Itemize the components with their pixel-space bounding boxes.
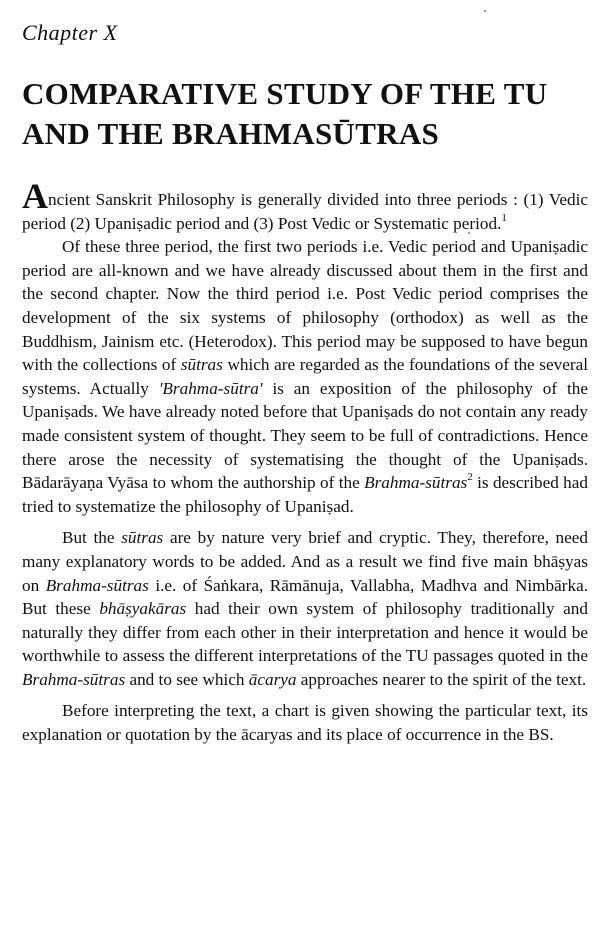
chapter-title-line1: COMPARATIVE STUDY OF THE TU	[22, 76, 548, 111]
italic-term: Brahma-sūtras	[364, 473, 468, 493]
paragraph-periods	[22, 235, 588, 518]
italic-term: Brahma-sūtras	[45, 575, 149, 595]
body-text	[22, 176, 589, 747]
italic-term: bhāṣyakāras	[99, 599, 187, 619]
paragraph-chart-intro: Before interpreting the text, a chart is given showing the particular text, its explanation or quotation by the ācaryas and its place of occurrence in the BS.	[22, 701, 588, 745]
text-run: is described had tried to systematize the philosophy of Upaniṣad.	[22, 473, 589, 516]
paragraph-sutras	[22, 526, 588, 691]
text-run: But the	[62, 528, 122, 548]
italic-term: sūtras	[180, 355, 223, 375]
text-run: is an exposition of the philosophy of the Upaniṣads. We have already noted before that Upaniṣads do not contain any ready made consistent system of thought. They seem to be full of contradictions. Hence there arose the necessity of systematising the thought of the Upaniṣads. Bādarāyaṇa Vyāsa to whom the authorship of the	[22, 378, 588, 493]
text-run: and to see which	[125, 669, 249, 689]
text-run: which are regarded as the foundations of the several systems. Actually	[22, 355, 588, 398]
text-run: Of these three period, the first two periods i.e. Vedic period and Upaniṣadic period are all-known and we have already discussed about them in the first and the second chapter. Now the third period i.e. Post Vedic period comprises the development of the six systems of philosophy (orthodox) as well as the Buddhism, Jainism etc. (Heterodox). This period may be supposed to have begun with the collections of	[22, 237, 588, 375]
italic-term: ācarya	[248, 669, 297, 689]
chapter-title-line2: AND THE BRAHMASŪTRAS	[22, 116, 440, 151]
scan-speck	[484, 10, 486, 12]
footnote-ref-1: 1	[501, 211, 507, 224]
paragraph-intro	[22, 176, 588, 235]
text-run: are by nature very brief and cryptic. They, therefore, need many explanatory words to be added. And as a result we find five main bhāṣyas on	[22, 528, 588, 595]
italic-term: sūtras	[121, 528, 164, 548]
paragraph-intro-text: ncient Sanskrit Philosophy is generally divided into three periods : (1) Vedic period (2) Upaniṣadic period and (3) Post Vedic or Systematic period.	[22, 190, 588, 233]
footnote-ref-2: 2	[467, 471, 473, 484]
chapter-label: Chapter X	[22, 20, 118, 45]
chapter-title	[22, 74, 592, 154]
italic-term: 'Brahma-sūtra'	[158, 378, 263, 398]
drop-cap: A	[22, 176, 48, 216]
text-run: i.e. of Śaṅkara, Rāmānuja, Vallabha, Madhva and Nimbārka. But these	[22, 575, 588, 619]
text-run: approaches nearer to the spirit of the text.	[296, 669, 587, 689]
italic-term: Brahma-sūtras	[22, 669, 126, 689]
text-run: had their own system of philosophy traditionally and naturally they differ from each other in their interpretation and hence it would be worthwhile to assess the different interpretations of the TU passages quoted in the	[22, 599, 588, 666]
